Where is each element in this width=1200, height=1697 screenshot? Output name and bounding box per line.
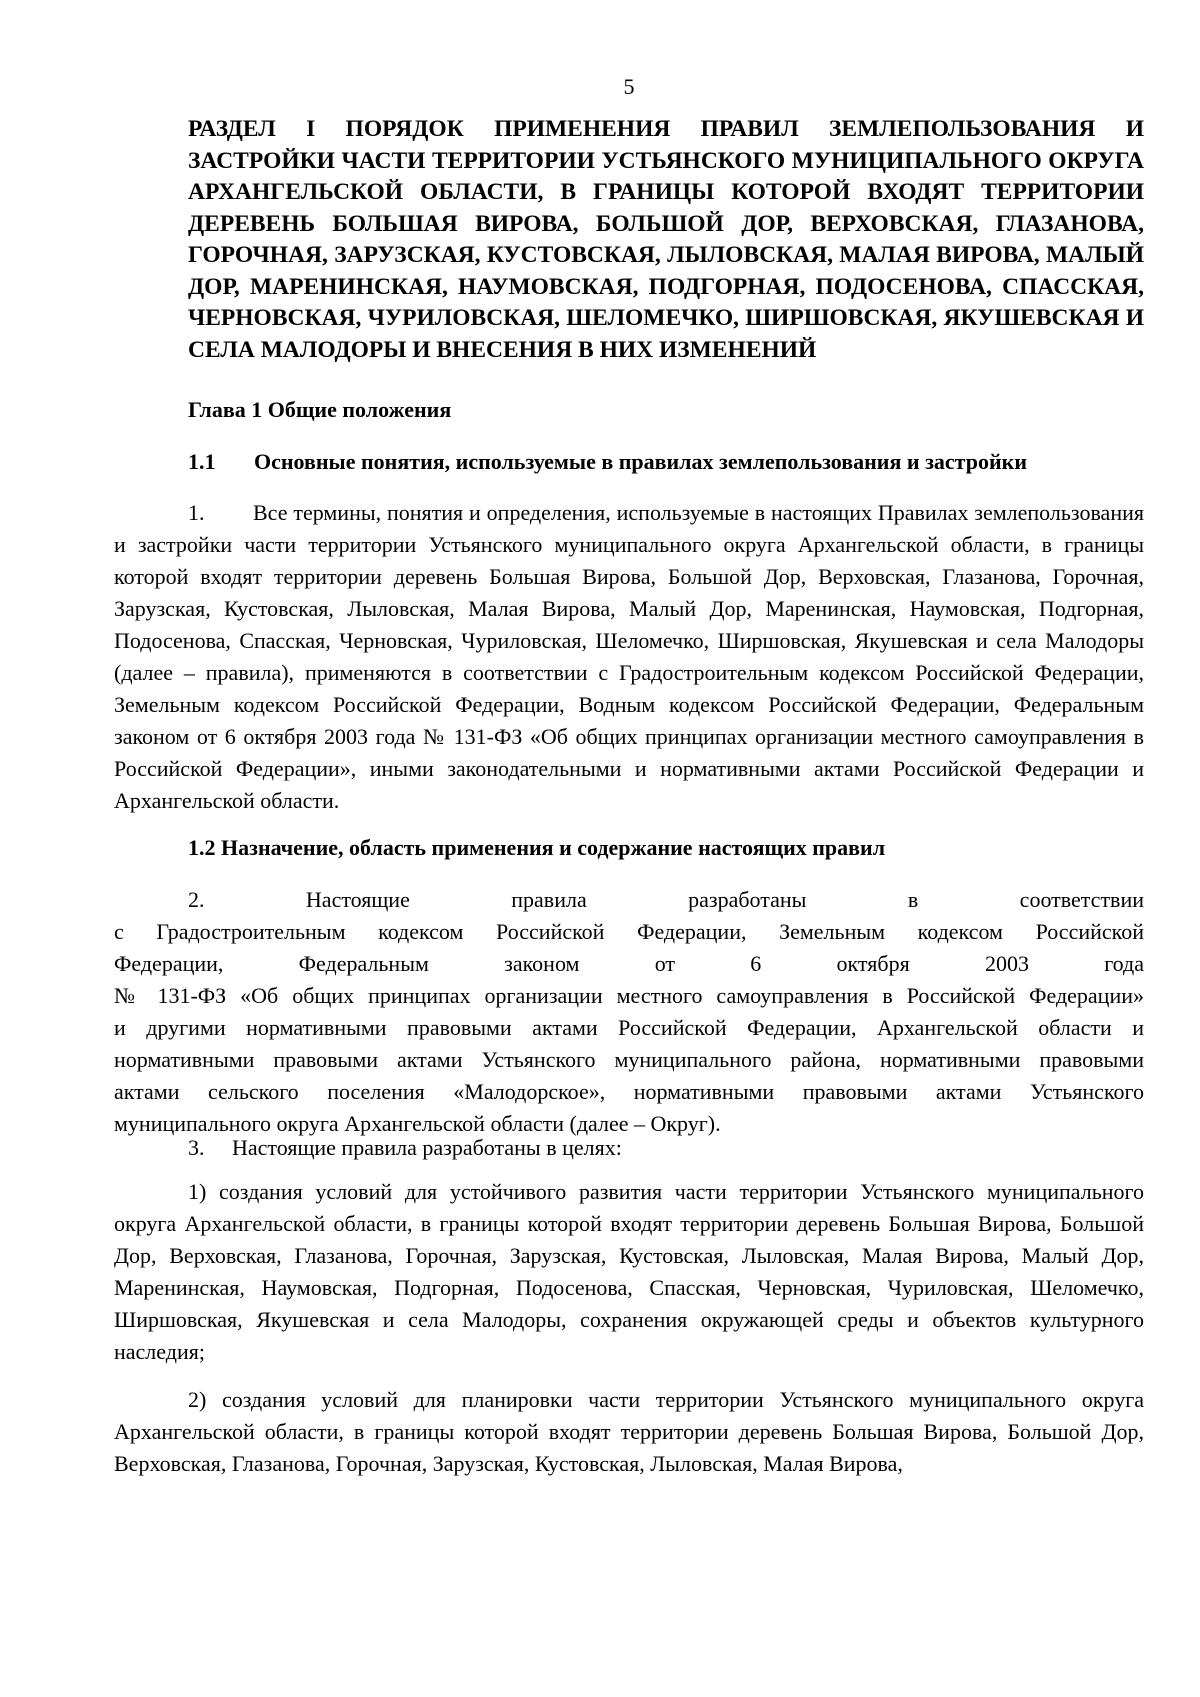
paragraph-2 (114, 884, 1144, 1140)
subsection-number: 1.1 (188, 449, 216, 474)
paragraph-line: с Градостроительным кодексом Российской Федерации, Земельным кодексом Российской (114, 919, 1144, 944)
paragraph-line: и другими нормативными правовыми актами Российской Федерации, Архангельской области и (114, 1015, 1144, 1040)
paragraph-line: актами сельского поселения «Малодорское», нормативными правовыми актами Устьянского (114, 1079, 1144, 1104)
list-item-2: 2) создания условий для планировки части территории Устьянского муниципального округа Архангельской области, в границы которой входят территории деревень Большая Вирова, Большой Дор, Верховская, Глазанова, Горочная, Зарузская, Кустовская, Лыловская, Малая Вирова, (114, 1387, 1144, 1476)
page-number: 5 (623, 74, 635, 99)
paragraph-text: Настоящие правила разработаны в целях: (232, 1135, 622, 1160)
subsection-heading-1-1 (188, 448, 1027, 476)
paragraph-number: 3. (188, 1135, 205, 1160)
paragraph-text: Все термины, понятия и определения, используемые в настоящих Правилах землепользования и застройки части территории Устьянского муниципального округа Архангельской области, в границы которой входят территории деревень Большая Вирова, Большой Дор, Верховская, Глазанова, Горочная, Зарузская, Кустовская, Лыловская, Малая Вирова, Малый Дор, Маренинская, Наумовская, Подгорная, Подосенова, Спасская, Черновская, Чуриловская, Шеломечко, Ширшовская, Якушевская и села Малодоры (далее – правила), применяются в соответствии с Градостроительным кодексом Российской Федерации, Земельным кодексом Российской Федерации, Водным кодексом Российской Федерации, Федеральным законом от 6 октября 2003 года № 131-ФЗ «Об общих принципах организации местного самоуправления в Российской Федерации», иными законодательными и нормативными актами Российской Федерации и Архангельской области. (114, 500, 1144, 813)
paragraph-line: нормативными правовыми актами Устьянского муниципального района, нормативными правовыми (114, 1047, 1144, 1072)
paragraph-line: 2. Настоящие правила разработаны в соответствии (188, 887, 1144, 912)
paragraph-line: муниципального округа Архангельской области (далее – Округ). (114, 1111, 721, 1136)
list-item-1: 1) создания условий для устойчивого развития части территории Устьянского муниципального округа Архангельской области, в границы которой входят территории деревень Большая Вирова, Большой Дор, Верховская, Глазанова, Горочная, Зарузская, Кустовская, Лыловская, Малая Вирова, Малый Дор, Маренинская, Наумовская, Подгорная, Подосенова, Спасская, Черновская, Чуриловская, Шеломечко, Ширшовская, Якушевская и села Малодоры, сохранения окружающей среды и объектов культурного наследия; (114, 1179, 1144, 1364)
chapter-heading: Глава 1 Общие положения (188, 397, 452, 422)
subsection-title: Основные понятия, используемые в правилах землепользования и застройки (254, 449, 1028, 474)
paragraph-1 (114, 497, 1144, 817)
paragraph-3 (114, 1132, 1144, 1164)
paragraph-number: 1. (188, 500, 205, 525)
paragraph-line: № 131-ФЗ «Об общих принципах организации местного самоуправления в Российской Федерации» (114, 983, 1144, 1008)
paragraph-line: Федерации, Федеральным законом от 6 октября 2003 года (114, 951, 1144, 976)
subsection-heading-1-2: 1.2 Назначение, область применения и содержание настоящих правил (188, 835, 886, 860)
section-title: РАЗДЕЛ I ПОРЯДОК ПРИМЕНЕНИЯ ПРАВИЛ ЗЕМЛЕПОЛЬЗОВАНИЯ И ЗАСТРОЙКИ ЧАСТИ ТЕРРИТОРИИ УСТЬЯНСКОГО МУНИЦИПАЛЬНОГО ОКРУГА АРХАНГЕЛЬСКОЙ ОБЛАСТИ, В ГРАНИЦЫ КОТОРОЙ ВХОДЯТ ТЕРРИТОРИИ ДЕРЕВЕНЬ БОЛЬШАЯ ВИРОВА, БОЛЬШОЙ ДОР, ВЕРХОВСКАЯ, ГЛАЗАНОВА, ГОРОЧНАЯ, ЗАРУЗСКАЯ, КУСТОВСКАЯ, ЛЫЛОВСКАЯ, МАЛАЯ ВИРОВА, МАЛЫЙ ДОР, МАРЕНИНСКАЯ, НАУМОВСКАЯ, ПОДГОРНАЯ, ПОДОСЕНОВА, СПАССКАЯ, ЧЕРНОВСКАЯ, ЧУРИЛОВСКАЯ, ШЕЛОМЕЧКО, ШИРШОВСКАЯ, ЯКУШЕВСКАЯ И СЕЛА МАЛОДОРЫ И ВНЕСЕНИЯ В НИХ ИЗМЕНЕНИЙ (188, 116, 1144, 363)
